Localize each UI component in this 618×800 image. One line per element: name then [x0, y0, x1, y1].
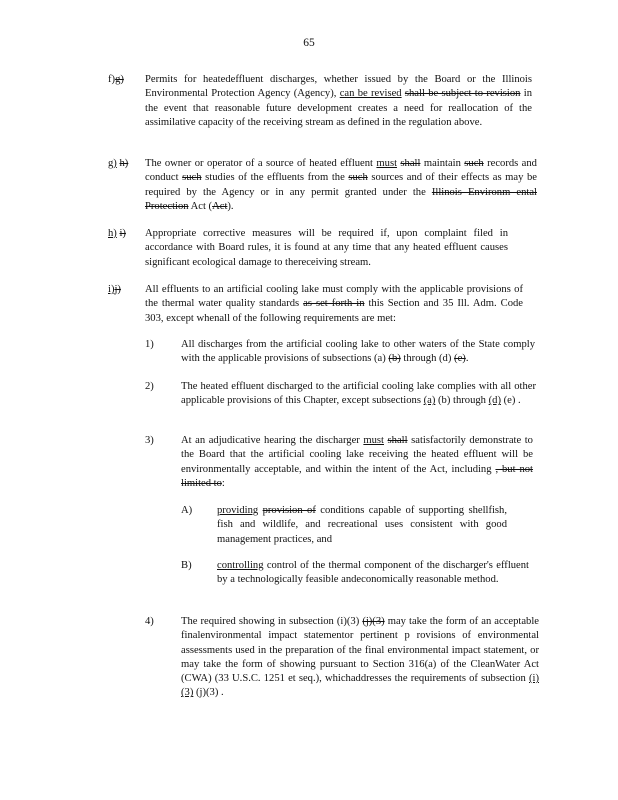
subitem-text [217, 504, 507, 547]
text-run: in the event that reasonable future development creates a need for reallocation of the assimilative capacity of the receiving stream as defined in the regulation above. [145, 88, 533, 128]
subitem-label: B) [181, 560, 192, 571]
text-run: studies of the effluents from the [201, 172, 349, 184]
text-run: as set forth in [303, 298, 365, 310]
text-run: through (d) [400, 353, 455, 365]
text-run: Illinois Environm ental Protection [145, 186, 537, 212]
section-text [145, 157, 537, 214]
item-text [181, 615, 539, 701]
paragraph [181, 338, 535, 367]
text-run: (j)(3) [362, 616, 385, 627]
text-run: providing [217, 505, 259, 516]
text-run: Act [212, 200, 228, 212]
paragraph [181, 434, 533, 491]
subitem-label: A) [181, 505, 193, 516]
paragraph [145, 283, 523, 326]
paragraph [217, 504, 507, 547]
text-run: provision of [262, 505, 316, 516]
paragraph [145, 73, 532, 130]
text-run: Permits for heatedeffluent discharges, whether issued by the Board or the Illinois Environmental Protection Agency (Agency), [145, 74, 532, 100]
section-label [108, 227, 126, 241]
text-run: (b) through [435, 395, 489, 407]
text-run: this Section and 35 Ill. Adm. Code 303, except whenall of the following requirements are met: [145, 298, 524, 324]
text-run: shall be subject to revision [404, 88, 521, 100]
text-run: must [376, 158, 398, 169]
text-run: control of the thermal component of the discharger's effluent by a technologically feasible andeconomically reasonable method. [217, 560, 529, 586]
section-label [108, 157, 128, 171]
item-label: 3) [145, 435, 154, 446]
text-run: i) [108, 284, 115, 295]
text-run: (a) [423, 395, 436, 407]
text-run: (i)(3) [181, 673, 539, 699]
text-run: may take the form of an acceptable finalenvironmental impact statementor pertinent p rovisions of environmental assessments used in the preparation of the final environmental impact statement, or may take the form of showing pursuant to Section 316(a) of the CleanWater Act (CWA) (33 U.S.C. 1251 et seq.), whichaddresses the requirements of subsection [181, 616, 539, 685]
text-run: sources and of their effects as may be required by the Agency or in any permit granted under the [145, 172, 538, 198]
text-run: such [464, 158, 484, 169]
text-run: Appropriate corrective measures will be required if, upon complaint filed in accordance with Board rules, it is found at any time that any heated effluent causes significant ecological damage to thereceiving stream. [145, 228, 508, 268]
text-run: All effluents to an artificial cooling lake must comply with the applicable provisions of the thermal water quality standards [145, 284, 523, 310]
text-run: ). [227, 200, 234, 212]
item-label: 2) [145, 381, 154, 392]
page-number: 65 [303, 37, 315, 49]
text-run: . [465, 353, 469, 365]
text-run: , but not limited to [181, 463, 533, 489]
paragraph [181, 380, 536, 409]
label-part [108, 74, 124, 85]
text-run: shall [387, 435, 408, 446]
text-run: The required showing in subsection (i)(3) [181, 616, 363, 627]
text-run: conditions capable of supporting shellfish, fish and wildlife, and recreational uses consistent with good management practices, and [217, 505, 508, 545]
text-run: records and conduct [145, 158, 537, 184]
subitem-text [217, 559, 529, 588]
text-run: such [348, 172, 368, 184]
text-run: can be revised [339, 88, 402, 100]
text-run: (b) [388, 353, 401, 365]
text-run: shall [400, 158, 421, 169]
text-run: h) [119, 158, 129, 169]
item-text [181, 380, 536, 409]
text-run: (e) [454, 353, 466, 365]
text-run: The owner or operator of a source of heated effluent [145, 158, 377, 169]
text-run: must [363, 435, 384, 446]
text-run: i) [119, 228, 126, 239]
section-text [145, 73, 532, 130]
label-part [108, 158, 128, 169]
paragraph [145, 157, 537, 214]
text-run: : [221, 477, 225, 489]
text-run: Act ( [188, 200, 213, 212]
paragraph [217, 559, 529, 588]
text-run: such [182, 172, 202, 184]
text-run: (j)(3) . [193, 687, 224, 699]
text-run: g) [108, 158, 117, 169]
text-run: (d) [488, 395, 501, 407]
text-run: maintain [420, 158, 465, 169]
text-run: (e) . [500, 395, 521, 407]
text-run: f) [108, 74, 116, 85]
text-run: At an adjudicative hearing the discharger [181, 435, 364, 446]
item-text [181, 338, 535, 367]
text-run: g) [115, 74, 124, 85]
text-run: j) [114, 284, 121, 295]
text-run: controlling [217, 560, 264, 571]
item-text [181, 434, 533, 491]
text-run: h) [108, 228, 117, 239]
section-text [145, 227, 508, 270]
item-label: 1) [145, 339, 154, 350]
text-run: The heated effluent discharged to the artificial cooling lake complies with all other applicable provisions of this Chapter, except subsections [181, 381, 536, 407]
label-part [108, 284, 121, 295]
paragraph [145, 227, 508, 270]
paragraph [181, 615, 539, 701]
text-run: All discharges from the artificial cooling lake to other waters of the State comply with the applicable provisions of subsections (a) [181, 339, 535, 365]
section-text [145, 283, 523, 326]
item-label: 4) [145, 616, 154, 627]
text-run: satisfactorily demonstrate to the Board that the artificial cooling lake receiving the heated effluent will be environmentally acceptable, and within the intent of the Act, including [181, 435, 533, 475]
section-label [108, 283, 121, 297]
section-label [108, 73, 124, 87]
label-part [108, 228, 126, 239]
